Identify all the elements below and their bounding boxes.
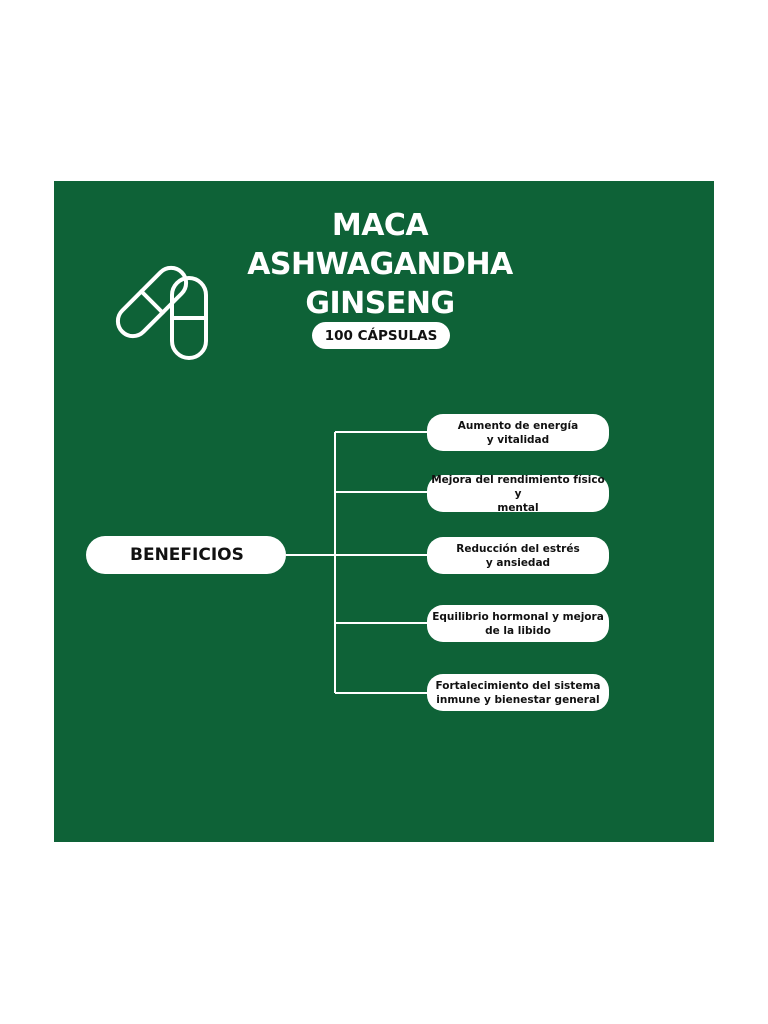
benefit-text-line: Mejora del rendimiento físico y: [431, 473, 605, 500]
title-line-3: GINSENG: [305, 286, 455, 321]
benefit-node: [427, 605, 609, 642]
benefit-node: [427, 537, 609, 574]
benefit-text-line: de la libido: [485, 624, 551, 637]
benefits-root-node: BENEFICIOS: [86, 536, 286, 574]
benefit-text-line: Reducción del estrés: [456, 542, 580, 555]
benefit-text-line: mental: [497, 501, 539, 514]
benefit-text-line: Aumento de energía: [457, 419, 579, 432]
capsules-icon: [112, 262, 212, 364]
benefit-text-line: y vitalidad: [486, 433, 550, 446]
benefit-node: [427, 475, 609, 512]
benefit-text-line: Equilibrio hormonal y mejora: [432, 610, 604, 623]
benefit-text-line: Fortalecimiento del sistema: [435, 679, 601, 692]
benefit-text-line: y ansiedad: [485, 556, 551, 569]
benefit-node: [427, 674, 609, 711]
benefit-text-line: inmune y bienestar general: [436, 693, 600, 706]
capsule-count-badge: 100 CÁPSULAS: [312, 322, 450, 349]
title-line-2: ASHWAGANDHA: [247, 247, 513, 282]
title-line-1: MACA: [331, 208, 429, 243]
benefit-node: [427, 414, 609, 451]
